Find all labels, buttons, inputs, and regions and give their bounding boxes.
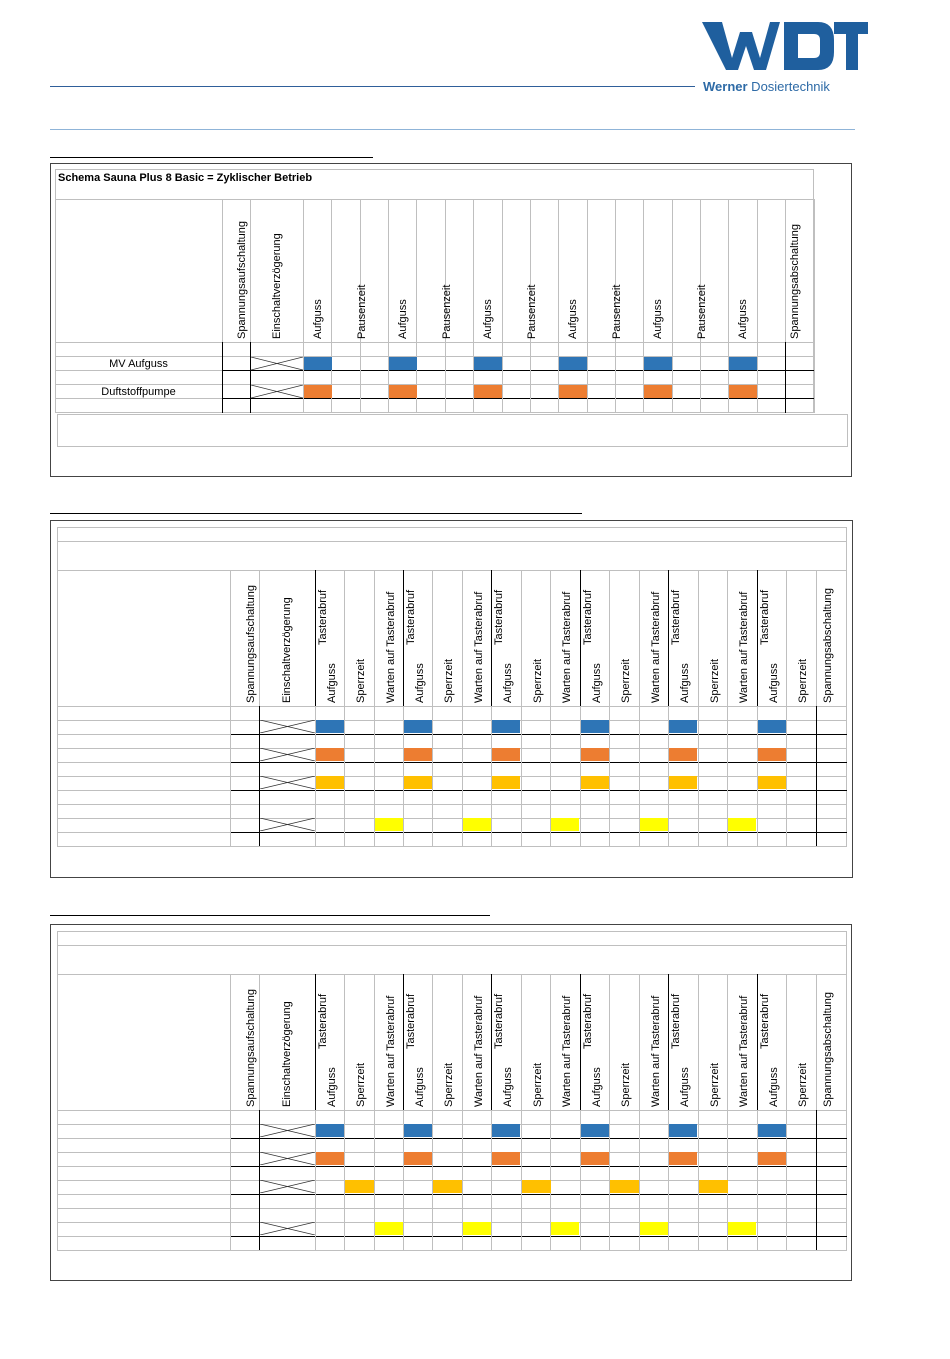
col-rule: [785, 342, 786, 413]
col-rule: [558, 199, 559, 413]
table-1-title: Schema Sauna Plus 8 Basic = Zyklischer Betrieb: [58, 172, 313, 184]
column-header: Aufguss: [768, 663, 780, 703]
timing-bar-blue: [492, 720, 520, 733]
column-header: Spannungsabschaltung: [789, 224, 801, 339]
row-rule: [57, 945, 847, 946]
timing-bar-blue: [316, 1124, 344, 1137]
timing-bar-blue: [758, 720, 786, 733]
column-header: Spannungsabschaltung: [822, 992, 834, 1107]
column-header: Aufguss: [502, 663, 514, 703]
column-header: Aufguss: [312, 299, 324, 339]
timing-bar-amber: [492, 776, 520, 789]
column-header-tasterabruf: Tasterabruf: [582, 589, 594, 645]
column-header: Aufguss: [414, 1067, 426, 1107]
column-header: Warten auf Tasterabruf: [650, 591, 662, 703]
timing-bar: [729, 357, 757, 370]
column-header: Sperrzeit: [709, 658, 721, 703]
column-header: Aufguss: [502, 1067, 514, 1107]
column-header: Sperrzeit: [443, 1062, 455, 1107]
column-header: Sperrzeit: [797, 1062, 809, 1107]
row-rule-dark: [230, 1194, 847, 1195]
col-rule: [432, 974, 433, 1250]
column-header: Sperrzeit: [355, 658, 367, 703]
cross-mark-icon: [251, 357, 303, 370]
column-header: Spannungsaufschaltung: [245, 584, 257, 703]
column-header: Warten auf Tasterabruf: [650, 995, 662, 1107]
column-header: Pausenzeit: [526, 284, 538, 339]
column-header: Warten auf Tasterabruf: [561, 591, 573, 703]
row-rule: [57, 1208, 847, 1209]
row-rule: [57, 570, 847, 571]
col-rule-dark: [757, 570, 758, 706]
row-rule: [57, 706, 847, 707]
timing-bar-amber: [758, 776, 786, 789]
timing-bar: [644, 385, 672, 398]
timing-bar-orange: [669, 748, 697, 761]
timing-bar: [559, 385, 587, 398]
col-rule: [786, 974, 787, 1250]
cross-mark-icon: [251, 385, 303, 398]
row-rule: [55, 398, 222, 399]
column-header-tasterabruf: Tasterabruf: [493, 993, 505, 1049]
col-rule: [757, 199, 758, 413]
column-header-tasterabruf: Tasterabruf: [670, 993, 682, 1049]
cross-mark-icon: [260, 1222, 315, 1235]
col-rule: [727, 570, 728, 846]
timing-bar-amber: [316, 776, 344, 789]
column-header: Sperrzeit: [709, 1062, 721, 1107]
column-header: Sperrzeit: [532, 1062, 544, 1107]
row-rule-dark: [230, 1166, 847, 1167]
timing-bar-orange: [404, 1152, 432, 1165]
col-rule-dark: [403, 974, 404, 1110]
col-rule: [587, 199, 588, 413]
timing-bar-yellow: [551, 1222, 579, 1235]
col-rule: [462, 570, 463, 846]
timing-bar-blue: [581, 1124, 609, 1137]
row-rule-dark: [230, 1138, 847, 1139]
col-rule: [230, 570, 231, 846]
column-header: Sperrzeit: [620, 1062, 632, 1107]
row-rule: [57, 1110, 847, 1111]
timing-bar-yellow: [463, 1222, 491, 1235]
column-header-tasterabruf: Tasterabruf: [670, 589, 682, 645]
cross-mark-icon: [260, 1180, 315, 1193]
column-header-tasterabruf: Tasterabruf: [759, 993, 771, 1049]
col-rule: [550, 570, 551, 846]
timing-bar-blue: [581, 720, 609, 733]
timing-bar-orange: [492, 748, 520, 761]
timing-bar-yellow: [728, 1222, 756, 1235]
column-header: Sperrzeit: [797, 658, 809, 703]
col-rule: [222, 199, 223, 342]
timing-bar: [559, 357, 587, 370]
timing-bar: [729, 385, 757, 398]
col-rule-dark: [580, 974, 581, 1110]
column-header: Aufguss: [397, 299, 409, 339]
column-header: Aufguss: [591, 663, 603, 703]
timing-bar-orange: [758, 748, 786, 761]
column-header-tasterabruf: Tasterabruf: [317, 993, 329, 1049]
column-header: Aufguss: [737, 299, 749, 339]
column-header-tasterabruf: Tasterabruf: [405, 589, 417, 645]
column-header: Einschaltverzögerung: [281, 1001, 293, 1107]
column-header: Aufguss: [679, 1067, 691, 1107]
col-rule: [521, 974, 522, 1250]
timing-bar-blue: [758, 1124, 786, 1137]
timing-bar-blue: [492, 1124, 520, 1137]
row-rule-dark: [230, 1236, 847, 1237]
timing-bar: [474, 385, 502, 398]
row-rule: [57, 974, 847, 975]
row-rule-dark: [230, 790, 847, 791]
col-rule: [230, 974, 231, 1250]
col-rule: [609, 570, 610, 846]
timing-bar-yellow: [463, 818, 491, 831]
column-header-tasterabruf: Tasterabruf: [405, 993, 417, 1049]
column-header: Einschaltverzögerung: [271, 233, 283, 339]
header-rule: [50, 86, 695, 87]
timing-bar-yellow: [640, 818, 668, 831]
column-header: Warten auf Tasterabruf: [738, 591, 750, 703]
row-rule: [57, 776, 847, 777]
cross-mark-icon: [260, 776, 315, 789]
col-rule: [388, 199, 389, 413]
column-header-tasterabruf: Tasterabruf: [317, 589, 329, 645]
row-rule: [57, 720, 847, 721]
col-rule-dark: [580, 570, 581, 706]
column-header: Warten auf Tasterabruf: [385, 591, 397, 703]
col-rule: [609, 974, 610, 1250]
timing-bar: [304, 385, 332, 398]
row-rule: [57, 1152, 847, 1153]
section-3-underline: [50, 915, 490, 916]
col-rule: [303, 199, 304, 413]
section-2-underline: [50, 513, 582, 514]
col-rule: [502, 199, 503, 413]
timing-bar-orange: [669, 1152, 697, 1165]
section-1-underline: [50, 157, 373, 158]
row-rule: [57, 804, 847, 805]
timing-bar: [304, 357, 332, 370]
column-header: Pausenzeit: [696, 284, 708, 339]
col-rule: [462, 974, 463, 1250]
timing-bar-yellow: [640, 1222, 668, 1235]
table-1-note-box: [57, 414, 848, 447]
timing-bar: [474, 357, 502, 370]
col-rule-dark: [668, 974, 669, 1110]
col-rule: [473, 199, 474, 413]
timing-bar-amber: [669, 776, 697, 789]
col-rule: [416, 199, 417, 413]
col-rule-dark: [403, 570, 404, 706]
row-rule: [57, 748, 847, 749]
col-rule: [521, 570, 522, 846]
timing-bar-blue: [669, 720, 697, 733]
col-rule: [639, 570, 640, 846]
col-rule-dark: [491, 570, 492, 706]
row-rule-dark: [230, 734, 847, 735]
column-header: Warten auf Tasterabruf: [473, 591, 485, 703]
column-header-tasterabruf: Tasterabruf: [582, 993, 594, 1049]
column-header: Sperrzeit: [532, 658, 544, 703]
column-header: Pausenzeit: [611, 284, 623, 339]
column-header: Spannungsaufschaltung: [245, 988, 257, 1107]
column-header: Aufguss: [652, 299, 664, 339]
row-rule: [222, 370, 814, 371]
timing-bar-yellow: [375, 1222, 403, 1235]
timing-bar-blue: [404, 720, 432, 733]
timing-bar-blue: [669, 1124, 697, 1137]
col-rule: [550, 974, 551, 1250]
timing-bar-yellow: [551, 818, 579, 831]
timing-bar-amber: [581, 776, 609, 789]
row-rule-dark: [230, 832, 847, 833]
column-header: Spannungsaufschaltung: [236, 220, 248, 339]
col-rule: [786, 570, 787, 846]
column-header: Sperrzeit: [620, 658, 632, 703]
col-rule: [814, 199, 815, 413]
col-rule: [672, 199, 673, 413]
timing-bar-orange: [581, 748, 609, 761]
cross-mark-icon: [260, 720, 315, 733]
col-rule: [250, 342, 251, 413]
col-rule-dark: [491, 974, 492, 1110]
col-rule: [344, 570, 345, 846]
col-rule-dark: [668, 570, 669, 706]
column-header: Sperrzeit: [355, 1062, 367, 1107]
cross-mark-icon: [260, 1124, 315, 1137]
row-rule: [222, 398, 814, 399]
timing-bar-orange: [316, 748, 344, 761]
row-rule: [55, 370, 222, 371]
cross-mark-icon: [260, 748, 315, 761]
timing-bar-amber: [433, 1180, 462, 1193]
col-rule: [643, 199, 644, 413]
col-rule: [728, 199, 729, 413]
column-header: Aufguss: [591, 1067, 603, 1107]
column-header: Warten auf Tasterabruf: [385, 995, 397, 1107]
column-header: Aufguss: [326, 663, 338, 703]
timing-bar-amber: [345, 1180, 374, 1193]
column-header: Pausenzeit: [441, 284, 453, 339]
row-rule: [57, 541, 847, 542]
timing-bar-amber: [404, 776, 432, 789]
column-header: Einschaltverzögerung: [281, 597, 293, 703]
column-header: Aufguss: [414, 663, 426, 703]
timing-bar-orange: [581, 1152, 609, 1165]
timing-bar: [389, 357, 417, 370]
cross-mark-icon: [260, 1152, 315, 1165]
timing-bar-orange: [404, 748, 432, 761]
timing-bar-amber: [522, 1180, 551, 1193]
column-header: Spannungsabschaltung: [822, 588, 834, 703]
col-rule-dark: [315, 570, 316, 706]
col-rule: [374, 974, 375, 1250]
column-header: Aufguss: [482, 299, 494, 339]
col-rule: [727, 974, 728, 1250]
row-rule: [57, 1124, 847, 1125]
column-header: Aufguss: [679, 663, 691, 703]
timing-bar-yellow: [375, 818, 403, 831]
timing-bar-orange: [316, 1152, 344, 1165]
col-rule-dark: [816, 1110, 817, 1250]
timing-bar-blue: [404, 1124, 432, 1137]
column-header: Aufguss: [326, 1067, 338, 1107]
column-header: Warten auf Tasterabruf: [738, 995, 750, 1107]
column-header: Warten auf Tasterabruf: [473, 995, 485, 1107]
col-rule: [250, 199, 251, 342]
col-rule-dark: [757, 974, 758, 1110]
col-rule: [698, 570, 699, 846]
column-header: Warten auf Tasterabruf: [561, 995, 573, 1107]
column-header: Pausenzeit: [356, 284, 368, 339]
col-rule: [344, 974, 345, 1250]
column-header: Sperrzeit: [443, 658, 455, 703]
timing-bar: [644, 357, 672, 370]
row-label-mv-aufguss: MV Aufguss: [109, 358, 168, 370]
cross-mark-icon: [260, 818, 315, 831]
col-rule: [785, 199, 786, 342]
header-rule-2: [50, 129, 855, 130]
column-header-tasterabruf: Tasterabruf: [493, 589, 505, 645]
timing-bar-blue: [316, 720, 344, 733]
company-name: Werner Dosiertechnik: [703, 79, 830, 94]
col-rule: [432, 570, 433, 846]
col-rule: [222, 342, 223, 413]
col-rule-dark: [816, 706, 817, 846]
col-rule: [374, 570, 375, 846]
timing-bar-amber: [699, 1180, 728, 1193]
column-header: Aufguss: [567, 299, 579, 339]
timing-bar: [389, 385, 417, 398]
timing-bar-orange: [492, 1152, 520, 1165]
row-rule-dark: [230, 762, 847, 763]
column-header-tasterabruf: Tasterabruf: [759, 589, 771, 645]
timing-bar-yellow: [728, 818, 756, 831]
col-rule-dark: [315, 974, 316, 1110]
column-header: Aufguss: [768, 1067, 780, 1107]
timing-bar-orange: [758, 1152, 786, 1165]
col-rule: [698, 974, 699, 1250]
col-rule: [639, 974, 640, 1250]
row-label-duftstoffpumpe: Duftstoffpumpe: [101, 386, 176, 398]
timing-bar-amber: [610, 1180, 639, 1193]
col-rule: [331, 199, 332, 413]
